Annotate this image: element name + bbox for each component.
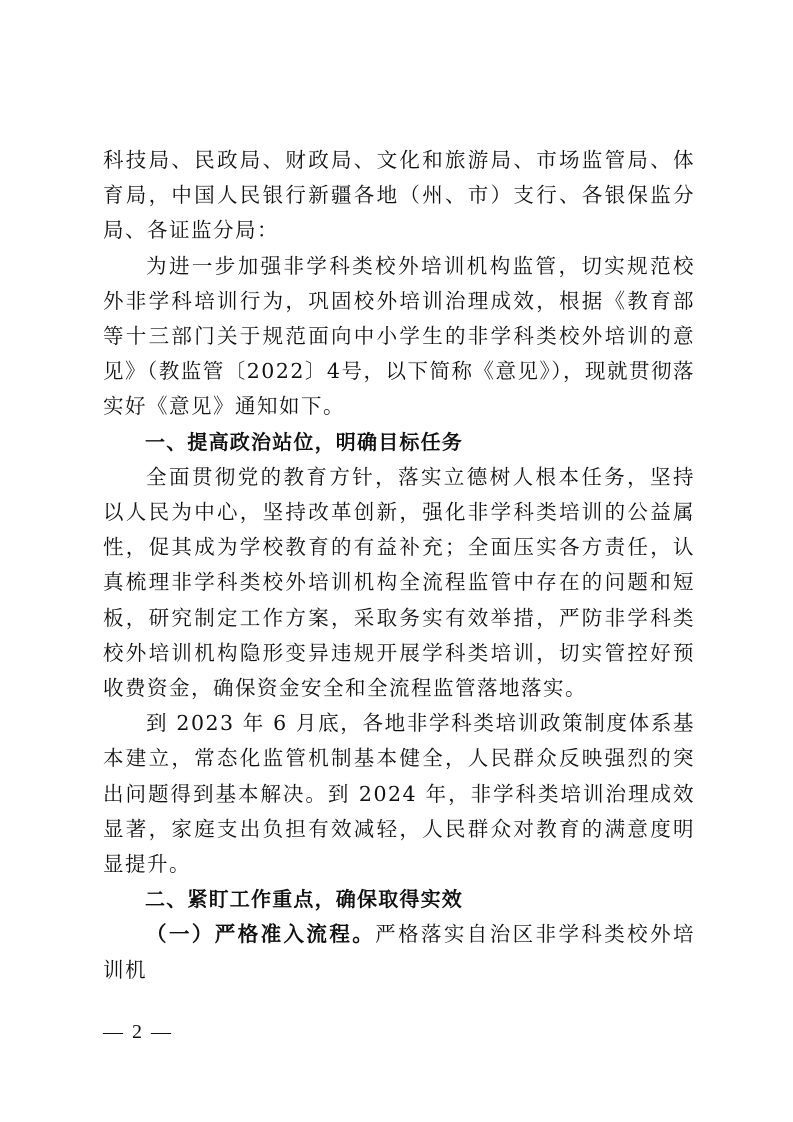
body-text	[103, 143, 695, 988]
paragraph-purpose: 为进一步加强非学科类校外培训机构监管，切实规范校外非学科培训行为，巩固校外培训治理成效，根据《教育部等十三部门关于规范面向中小学生的非学科类校外培训的意见》（教监管〔2022〕4号，以下简称《意见》），现就贯彻落实好《意见》通知如下。	[103, 253, 695, 419]
paragraph-addressees: 科技局、民政局、财政局、文化和旅游局、市场监管局、体育局，中国人民银行新疆各地（州、市）支行、各银保监分局、各证监分局：	[103, 148, 695, 243]
section-heading-1: 一、提高政治站位，明确目标任务	[145, 429, 463, 454]
paragraph-access-process	[103, 917, 695, 987]
paragraph-goals: 全面贯彻党的教育方针，落实立德树人根本任务，坚持以人民为中心，坚持改革创新，强化非学科类培训的公益属性，促其成为学校教育的有益补充；全面压实各方责任，认真梳理非学科类校外培训机构全流程监管中存在的问题和短板，研究制定工作方案，采取务实有效举措，严防非学科类校外培训机构隐形变异违规开展学科类培训，切实管控好预收费资金，确保资金安全和全流程监管落地落实。	[103, 464, 695, 701]
page-number: — 2 —	[103, 1021, 173, 1043]
subsection-text: 严格落实自治区非学科类校外培训机	[103, 922, 695, 982]
paragraph-timeline: 到 2023 年 6 月底，各地非学科类培训政策制度体系基本建立，常态化监管机制基本健全，人民群众反映强烈的突出问题得到基本解决。到 2024 年，非学科类培训治理成效显著，家庭支出负担有效减轻，人民群众对教育的满意度明显提升。	[103, 711, 695, 877]
subsection-title: （一）严格准入流程。	[146, 922, 376, 947]
section-heading-2: 二、紧盯工作重点，确保取得实效	[145, 887, 463, 912]
